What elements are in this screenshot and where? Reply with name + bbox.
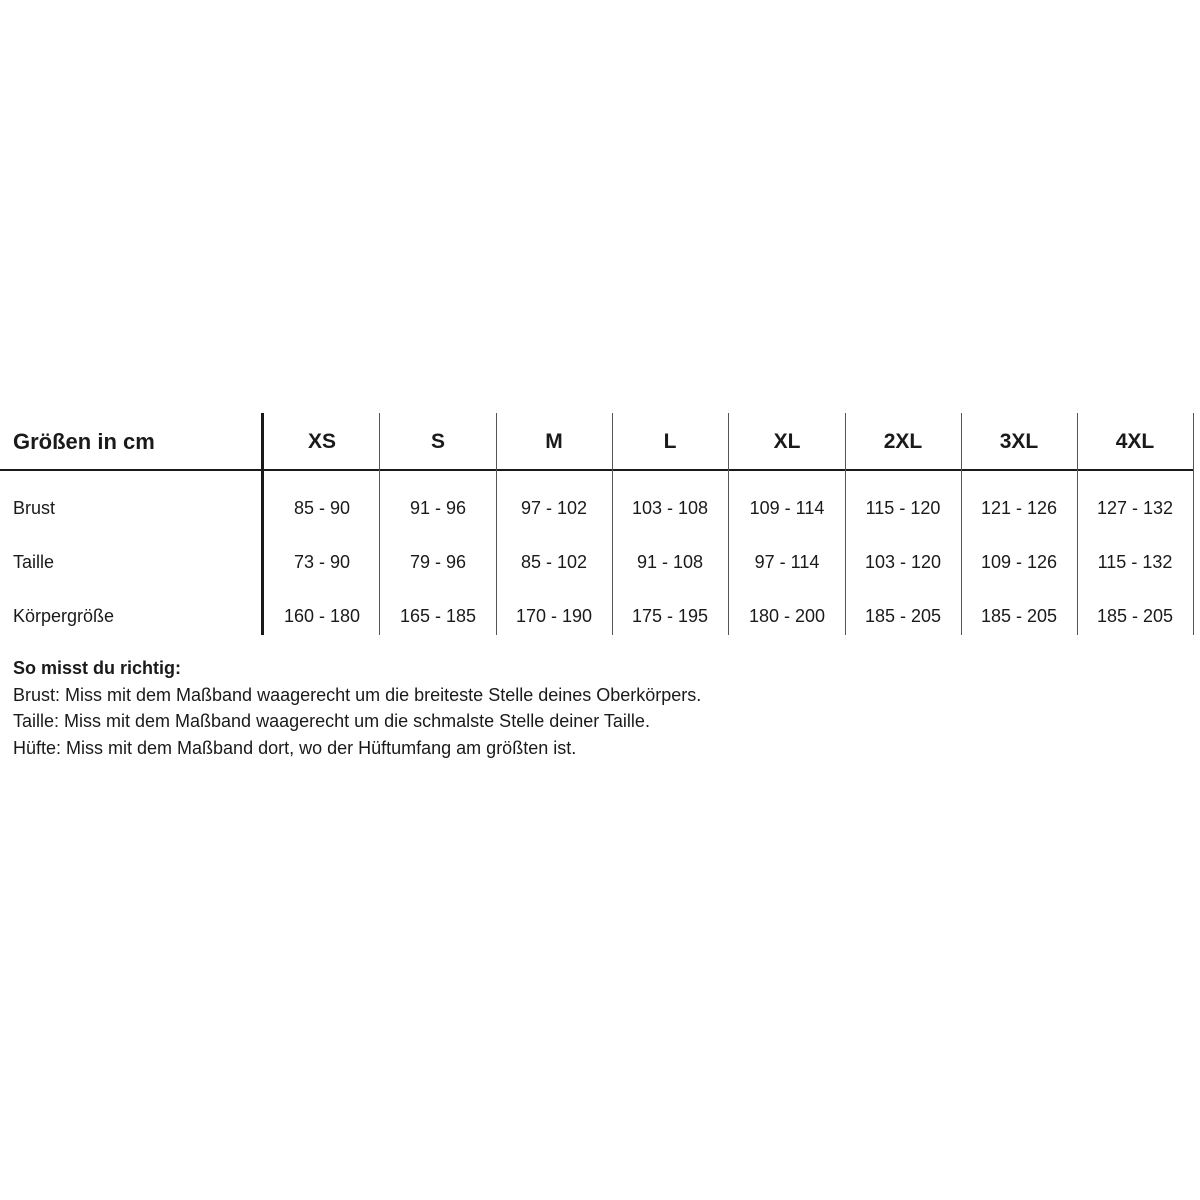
row-label-brust: Brust (13, 497, 56, 518)
measuring-instructions (13, 655, 1113, 761)
table-cell: 91 - 96 (409, 497, 467, 518)
column-divider (379, 413, 380, 635)
table-cell: 109 - 126 (980, 551, 1058, 572)
instruction-huefte: Hüfte: Miss mit dem Maßband dort, wo der Hüftumfang am größten ist. (13, 737, 577, 758)
table-cell: 115 - 132 (1097, 551, 1173, 572)
table-cell: 185 - 205 (1096, 605, 1174, 626)
size-table (0, 413, 1200, 635)
column-divider (1077, 413, 1078, 635)
column-divider (728, 413, 729, 635)
table-cell: 160 - 180 (283, 605, 361, 626)
column-divider (845, 413, 846, 635)
instructions-title: So misst du richtig: (13, 658, 182, 678)
table-header-label: Größen in cm (13, 428, 155, 454)
table-cell: 175 - 195 (631, 605, 709, 626)
column-divider (612, 413, 613, 635)
table-cell: 103 - 108 (631, 497, 709, 518)
table-cell: 185 - 205 (864, 605, 942, 626)
table-cell: 115 - 120 (865, 497, 941, 518)
table-cell: 165 - 185 (399, 605, 477, 626)
size-header-l: L (663, 429, 677, 453)
table-cell: 103 - 120 (864, 551, 942, 572)
column-divider (496, 413, 497, 635)
size-header-xl: XL (773, 429, 801, 453)
label-column-divider (261, 413, 264, 635)
size-header-xs: XS (307, 429, 336, 453)
table-cell: 185 - 205 (980, 605, 1058, 626)
instruction-brust: Brust: Miss mit dem Maßband waagerecht um die breiteste Stelle deines Oberkörpers. (13, 684, 702, 705)
table-cell: 85 - 90 (293, 497, 351, 518)
column-divider (1193, 413, 1194, 635)
table-cell: 97 - 102 (520, 497, 588, 518)
table-cell: 170 - 190 (515, 605, 593, 626)
column-divider (961, 413, 962, 635)
table-cell: 127 - 132 (1096, 497, 1174, 518)
size-header-3xl: 3XL (999, 429, 1039, 453)
table-cell: 79 - 96 (409, 551, 467, 572)
table-cell: 85 - 102 (520, 551, 588, 572)
row-label-taille: Taille (13, 551, 55, 572)
header-divider-left (0, 469, 263, 471)
instruction-taille: Taille: Miss mit dem Maßband waagerecht um die schmalste Stelle deiner Taille. (13, 711, 650, 731)
table-cell: 121 - 126 (980, 497, 1058, 518)
table-cell: 73 - 90 (293, 551, 351, 572)
table-cell: 97 - 114 (754, 551, 820, 572)
table-cell: 109 - 114 (749, 497, 825, 518)
table-cell: 91 - 108 (636, 551, 704, 572)
size-header-2xl: 2XL (883, 429, 923, 453)
row-label-koerpergroesse: Körpergröße (13, 605, 115, 626)
size-header-m: M (545, 429, 563, 453)
table-cell: 180 - 200 (748, 605, 826, 626)
size-header-4xl: 4XL (1115, 429, 1155, 453)
size-header-s: S (430, 429, 445, 453)
